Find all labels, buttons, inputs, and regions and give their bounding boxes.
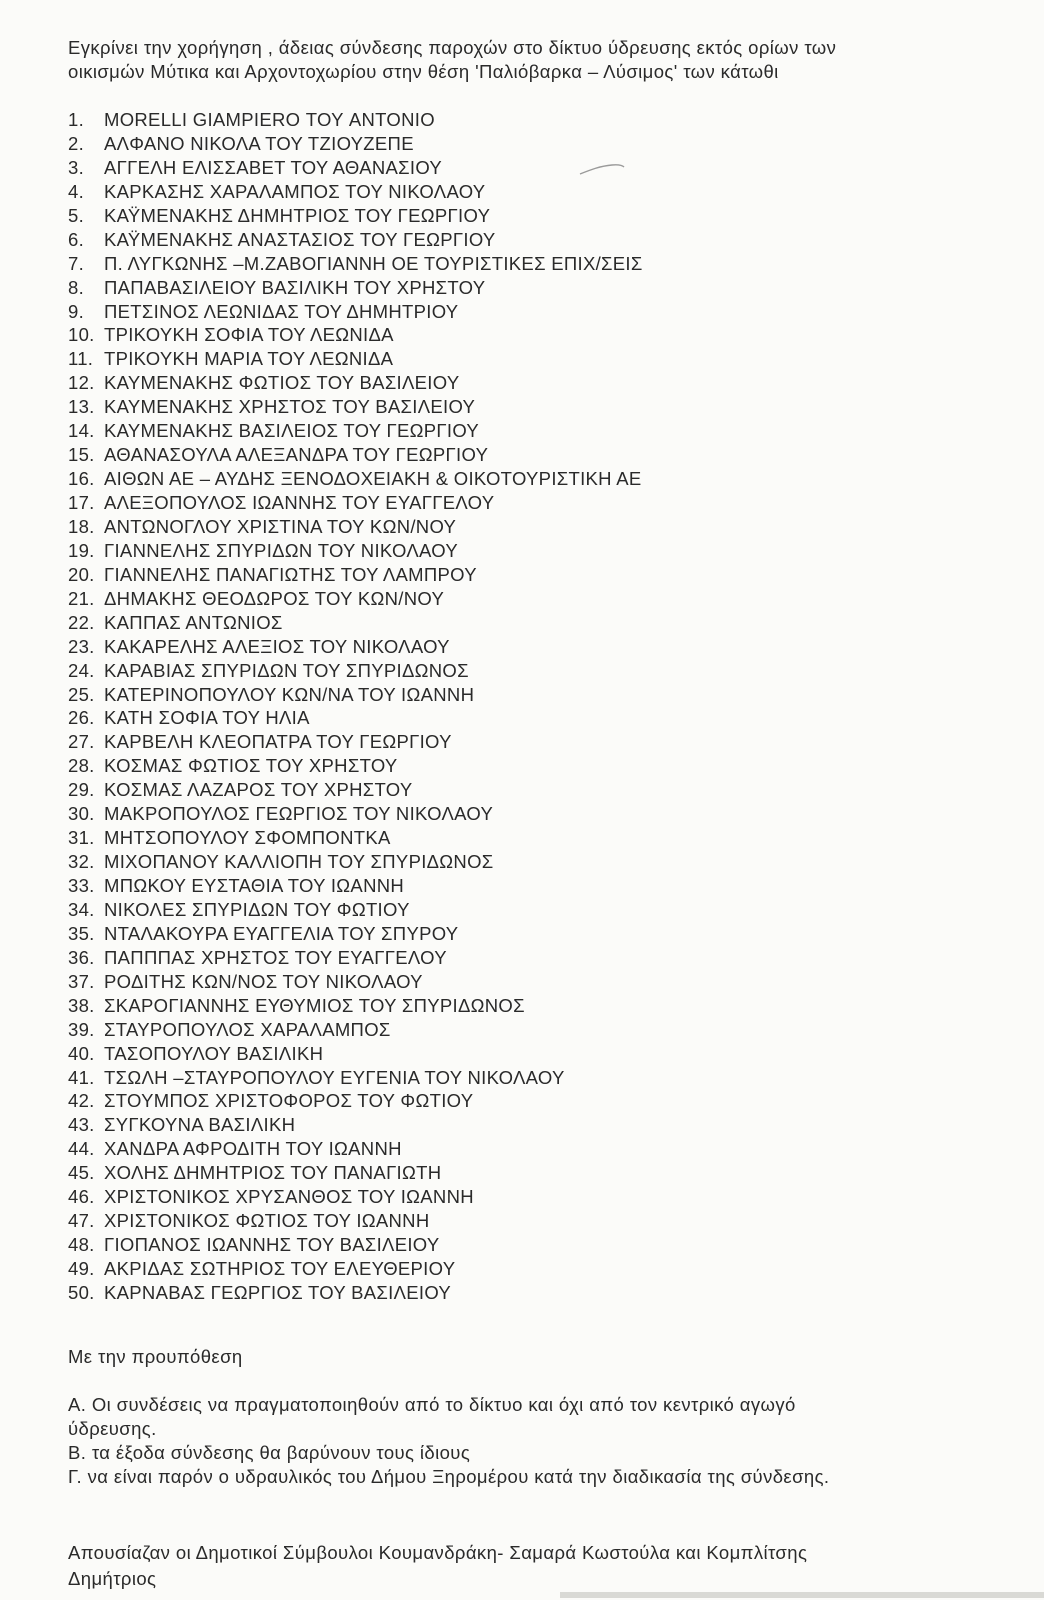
recipient-number: 11. — [68, 348, 94, 370]
condition-heading: Με την προυπόθεση — [68, 1346, 243, 1367]
recipient-item — [68, 1137, 643, 1161]
recipient-item — [68, 180, 643, 204]
recipient-name: ΚΑΥΜΕΝΑΚΗΣ ΧΡΗΣΤΟΣ ΤΟΥ ΒΑΣΙΛΕΙΟΥ — [104, 396, 476, 418]
recipient-item — [68, 156, 643, 180]
recipient-name: ΝΙΚΟΛΕΣ ΣΠΥΡΙΔΩΝ ΤΟΥ ΦΩΤΙΟΥ — [104, 898, 410, 920]
recipient-name: ΣΥΓΚΟΥΝΑ ΒΑΣΙΛΙΚΗ — [104, 1114, 296, 1136]
recipient-item — [68, 491, 643, 515]
recipient-name: ΜΙΧΟΠΑΝΟΥ ΚΑΛΛΙΟΠΗ ΤΟΥ ΣΠΥΡΙΔΩΝΟΣ — [104, 851, 494, 873]
recipient-number: 19. — [68, 539, 95, 561]
recipient-item — [68, 300, 643, 324]
recipient-name: ΣΤΟΥΜΠΟΣ ΧΡΙΣΤΟΦΟΡΟΣ ΤΟΥ ΦΩΤΙΟΥ — [104, 1090, 474, 1112]
recipient-item — [68, 898, 643, 922]
recipient-number: 9. — [68, 300, 85, 322]
recipient-number: 33. — [68, 875, 95, 896]
recipient-number: 24. — [68, 659, 95, 681]
recipient-name: ΓΙΟΠΑΝΟΣ ΙΩΑΝΝΗΣ ΤΟΥ ΒΑΣΙΛΕΙΟΥ — [104, 1234, 440, 1256]
recipient-number: 17. — [68, 492, 95, 513]
recipient-number: 2. — [68, 132, 85, 154]
recipient-number: 5. — [68, 204, 85, 226]
recipient-name: MORELLI GIAMPIERO ΤΟΥ ANTONIO — [104, 109, 435, 130]
condition-a-line-2: ύδρευσης. — [68, 1418, 157, 1439]
recipient-item — [68, 204, 643, 228]
recipient-item — [68, 108, 643, 132]
recipient-number: 46. — [68, 1186, 95, 1208]
recipient-name: ΠΕΤΣΙΝΟΣ ΛΕΩΝΙΔΑΣ ΤΟΥ ΔΗΜΗΤΡΙΟΥ — [104, 300, 459, 322]
recipient-item — [68, 323, 643, 347]
recipient-number: 41. — [68, 1066, 95, 1088]
recipient-number: 40. — [68, 1042, 95, 1064]
recipient-item — [68, 970, 643, 994]
recipient-name: ΓΙΑΝΝΕΛΗΣ ΣΠΥΡΙΔΩΝ ΤΟΥ ΝΙΚΟΛΑΟΥ — [104, 539, 458, 561]
approval-intro — [68, 36, 1018, 84]
recipient-item — [68, 874, 643, 898]
recipient-item — [68, 754, 643, 778]
recipient-name: ΓΙΑΝΝΕΛΗΣ ΠΑΝΑΓΙΩΤΗΣ ΤΟΥ ΛΑΜΠΡΟΥ — [104, 563, 477, 585]
recipient-name: ΣΚΑΡΟΓΙΑΝΝΗΣ ΕΥΘΥΜΙΟΣ ΤΟΥ ΣΠΥΡΙΔΩΝΟΣ — [104, 994, 525, 1016]
recipient-item — [68, 395, 643, 419]
recipient-item — [68, 1113, 643, 1137]
recipient-number: 35. — [68, 922, 95, 944]
recipient-number: 42. — [68, 1090, 95, 1112]
recipient-number: 48. — [68, 1234, 95, 1256]
recipient-number: 14. — [68, 420, 95, 442]
recipient-name: ΑΘΑΝΑΣΟΥΛΑ ΑΛΕΞΑΝΔΡΑ ΤΟΥ ΓΕΩΡΓΙΟΥ — [104, 444, 489, 466]
recipient-item — [68, 994, 643, 1018]
recipient-item — [68, 371, 643, 395]
recipient-number: 4. — [68, 180, 85, 202]
recipient-item — [68, 946, 643, 970]
absent-line-1: Απουσίαζαν οι Δημοτικοί Σύμβουλοι Κουμανδράκη- Σαμαρά Κωστούλα και Κομπλίτσης — [68, 1542, 808, 1563]
recipient-item — [68, 1185, 643, 1209]
recipient-item — [68, 443, 643, 467]
recipient-item — [68, 515, 643, 539]
recipient-name: ΔΗΜΑΚΗΣ ΘΕΟΔΩΡΟΣ ΤΟΥ ΚΩΝ/ΝΟΥ — [104, 587, 445, 609]
recipient-number: 45. — [68, 1162, 95, 1184]
recipient-name: ΑΚΡΙΔΑΣ ΣΩΤΗΡΙΟΣ ΤΟΥ ΕΛΕΥΘΕΡΙΟΥ — [104, 1258, 456, 1279]
recipient-number: 31. — [68, 827, 95, 849]
recipient-number: 15. — [68, 444, 95, 466]
recipient-number: 50. — [68, 1281, 95, 1303]
recipient-item — [68, 1066, 643, 1090]
recipient-item — [68, 563, 643, 587]
recipient-number: 22. — [68, 611, 95, 633]
recipient-item — [68, 1233, 643, 1257]
recipient-name: ΧΡΙΣΤΟΝΙΚΟΣ ΦΩΤΙΟΣ ΤΟΥ ΙΩΑΝΝΗ — [104, 1210, 430, 1232]
recipient-item — [68, 1089, 643, 1113]
recipient-item — [68, 611, 643, 635]
recipient-name: ΚΑΫΜΕΝΑΚΗΣ ΑΝΑΣΤΑΣΙΟΣ ΤΟΥ ΓΕΩΡΓΙΟΥ — [104, 228, 496, 250]
condition-a-line-1: Α. Οι συνδέσεις να πραγματοποιηθούν από το δίκτυο και όχι από τον κεντρικό αγωγό — [68, 1394, 796, 1415]
recipient-name: ΤΣΩΛΗ –ΣΤΑΥΡΟΠΟΥΛΟΥ ΕΥΓΕΝΙΑ ΤΟΥ ΝΙΚΟΛΑΟΥ — [104, 1066, 565, 1088]
recipient-name: ΧΡΙΣΤΟΝΙΚΟΣ ΧΡΥΣΑΝΘΟΣ ΤΟΥ ΙΩΑΝΝΗ — [104, 1186, 474, 1208]
intro-line-2: οικισμών Μύτικα και Αρχοντοχωρίου στην θέση 'Παλιόβαρκα – Λύσιμος' των κάτωθι — [68, 61, 779, 82]
recipient-name: ΚΑΤΕΡΙΝΟΠΟΥΛΟΥ ΚΩΝ/ΝΑ ΤΟΥ ΙΩΑΝΝΗ — [104, 683, 475, 705]
recipient-name: ΚΑΠΠΑΣ ΑΝΤΩΝΙΟΣ — [104, 611, 283, 633]
recipient-name: ΣΤΑΥΡΟΠΟΥΛΟΣ ΧΑΡΑΛΑΜΠΟΣ — [104, 1018, 391, 1040]
recipient-item — [68, 802, 643, 826]
recipient-number: 29. — [68, 779, 95, 801]
recipient-number: 37. — [68, 970, 95, 992]
recipient-item — [68, 1257, 643, 1281]
recipient-name: ΚΑΚΑΡΕΛΗΣ ΑΛΕΞΙΟΣ ΤΟΥ ΝΙΚΟΛΑΟΥ — [104, 635, 450, 657]
recipient-number: 6. — [68, 228, 85, 250]
recipient-item — [68, 228, 643, 252]
absent-councillors — [68, 1540, 998, 1592]
recipient-number: 8. — [68, 276, 85, 298]
recipient-number: 49. — [68, 1258, 95, 1279]
recipient-number: 47. — [68, 1210, 95, 1232]
recipient-number: 34. — [68, 898, 95, 920]
recipient-name: ΚΑΫΜΕΝΑΚΗΣ ΔΗΜΗΤΡΙΟΣ ΤΟΥ ΓΕΩΡΓΙΟΥ — [104, 204, 491, 226]
recipient-number: 18. — [68, 515, 95, 537]
recipient-name: ΜΠΩΚΟΥ ΕΥΣΤΑΘΙΑ ΤΟΥ ΙΩΑΝΝΗ — [104, 875, 405, 896]
condition-b: Β. τα έξοδα σύνδεσης θα βαρύνουν τους ίδιους — [68, 1442, 471, 1463]
recipient-item — [68, 276, 643, 300]
recipient-number: 30. — [68, 803, 95, 825]
recipient-name: ΜΑΚΡΟΠΟΥΛΟΣ ΓΕΩΡΓΙΟΣ ΤΟΥ ΝΙΚΟΛΑΟΥ — [104, 803, 494, 825]
recipient-name: ΚΑΡΝΑΒΑΣ ΓΕΩΡΓΙΟΣ ΤΟΥ ΒΑΣΙΛΕΙΟΥ — [104, 1281, 452, 1303]
recipient-name: ΚΑΡΑΒΙΑΣ ΣΠΥΡΙΔΩΝ ΤΟΥ ΣΠΥΡΙΔΩΝΟΣ — [104, 659, 469, 681]
recipient-number: 12. — [68, 372, 95, 394]
recipient-number: 23. — [68, 635, 95, 657]
recipient-item — [68, 1042, 643, 1066]
recipient-item — [68, 467, 643, 491]
recipient-number: 43. — [68, 1114, 95, 1136]
recipient-name: ΡΟΔΙΤΗΣ ΚΩΝ/ΝΟΣ ΤΟΥ ΝΙΚΟΛΑΟΥ — [104, 970, 423, 992]
recipient-item — [68, 347, 643, 371]
recipient-item — [68, 826, 643, 850]
recipient-number: 44. — [68, 1138, 95, 1160]
recipient-name: ΚΑΤΗ ΣΟΦΙΑ ΤΟΥ ΗΛΙΑ — [104, 707, 310, 729]
recipient-item — [68, 778, 643, 802]
recipient-name: ΚΟΣΜΑΣ ΛΑΖΑΡΟΣ ΤΟΥ ΧΡΗΣΤΟΥ — [104, 779, 413, 801]
recipient-number: 36. — [68, 946, 95, 968]
recipient-item — [68, 922, 643, 946]
recipient-item — [68, 850, 643, 874]
recipient-name: ΚΑΡΚΑΣΗΣ ΧΑΡΑΛΑΜΠΟΣ ΤΟΥ ΝΙΚΟΛΑΟΥ — [104, 180, 486, 202]
recipient-name: ΝΤΑΛΑΚΟΥΡΑ ΕΥΑΓΓΕΛΙΑ ΤΟΥ ΣΠΥΡΟΥ — [104, 922, 459, 944]
recipient-name: ΠΑΠΑΒΑΣΙΛΕΙΟΥ ΒΑΣΙΛΙΚΗ ΤΟΥ ΧΡΗΣΤΟΥ — [104, 276, 486, 298]
recipient-item — [68, 1018, 643, 1042]
recipient-name: ΑΓΓΕΛΗ ΕΛΙΣΣΑΒΕΤ ΤΟΥ ΑΘΑΝΑΣΙΟΥ — [104, 156, 443, 178]
recipient-number: 3. — [68, 156, 85, 178]
recipient-name: ΚΑΥΜΕΝΑΚΗΣ ΒΑΣΙΛΕΙΟΣ ΤΟΥ ΓΕΩΡΓΙΟΥ — [104, 420, 480, 442]
recipient-list — [68, 108, 643, 1305]
scan-bottom-edge — [560, 1592, 1044, 1598]
recipient-name: ΚΑΥΜΕΝΑΚΗΣ ΦΩΤΙΟΣ ΤΟΥ ΒΑΣΙΛΕΙΟΥ — [104, 372, 460, 394]
recipient-item — [68, 635, 643, 659]
recipient-number: 10. — [68, 324, 95, 346]
recipient-number: 38. — [68, 994, 95, 1016]
absent-line-2: Δημήτριος — [68, 1568, 157, 1589]
recipient-name: ΠΑΠΠΠΑΣ ΧΡΗΣΤΟΣ ΤΟΥ ΕΥΑΓΓΕΛΟΥ — [104, 946, 447, 968]
intro-line-1: Εγκρίνει την χορήγηση , άδειας σύνδεσης παροχών στο δίκτυο ύδρευσης εκτός ορίων των — [68, 37, 837, 58]
recipient-item — [68, 587, 643, 611]
recipient-number: 1. — [68, 109, 85, 130]
recipient-name: Π. ΛΥΓΚΩΝΗΣ –Μ.ΖΑΒΟΓΙΑΝΝΗ ΟΕ ΤΟΥΡΙΣΤΙΚΕΣ ΕΠΙΧ/ΣΕΙΣ — [104, 252, 643, 274]
recipient-name: ΤΡΙΚΟΥΚΗ ΜΑΡΙΑ ΤΟΥ ΛΕΩΝΙΔΑ — [104, 348, 394, 370]
recipient-name: ΜΗΤΣΟΠΟΥΛΟΥ ΣΦΟΜΠΟΝΤΚΑ — [104, 827, 391, 849]
recipient-item — [68, 683, 643, 707]
recipient-item — [68, 706, 643, 730]
recipient-item — [68, 252, 643, 276]
recipient-number: 13. — [68, 396, 95, 418]
recipient-name: ΑΛΕΞΟΠΟΥΛΟΣ ΙΩΑΝΝΗΣ ΤΟΥ ΕΥΑΓΓΕΛΟΥ — [104, 492, 495, 513]
recipient-number: 16. — [68, 468, 95, 490]
recipient-name: ΤΡΙΚΟΥΚΗ ΣΟΦΙΑ ΤΟΥ ΛΕΩΝΙΔΑ — [104, 324, 394, 346]
recipient-name: ΚΑΡΒΕΛΗ ΚΛΕΟΠΑΤΡΑ ΤΟΥ ΓΕΩΡΓΙΟΥ — [104, 731, 452, 753]
recipient-name: ΑΛΦΑΝΟ ΝΙΚΟΛΑ ΤΟΥ ΤΖΙΟΥΖΕΠΕ — [104, 132, 414, 154]
recipient-item — [68, 1161, 643, 1185]
recipient-number: 32. — [68, 851, 95, 873]
recipient-number: 21. — [68, 587, 95, 609]
recipient-item — [68, 539, 643, 563]
recipient-item — [68, 419, 643, 443]
recipient-number: 39. — [68, 1018, 95, 1040]
recipient-number: 25. — [68, 683, 95, 705]
recipient-number: 27. — [68, 731, 95, 753]
recipient-number: 20. — [68, 563, 95, 585]
recipient-number: 26. — [68, 707, 95, 729]
recipient-name: ΚΟΣΜΑΣ ΦΩΤΙΟΣ ΤΟΥ ΧΡΗΣΤΟΥ — [104, 755, 398, 777]
recipient-item — [68, 132, 643, 156]
recipient-name: ΧΑΝΔΡΑ ΑΦΡΟΔΙΤΗ ΤΟΥ ΙΩΑΝΝΗ — [104, 1138, 402, 1160]
recipient-item — [68, 730, 643, 754]
recipient-name: ΑΙΘΩΝ ΑΕ – ΑΥΔΗΣ ΞΕΝΟΔΟΧΕΙΑΚΗ & ΟΙΚΟΤΟΥΡΙΣΤΙΚΗ ΑΕ — [104, 468, 642, 490]
conditions-list — [68, 1393, 998, 1489]
recipient-number: 28. — [68, 755, 95, 777]
recipient-name: ΤΑΣΟΠΟΥΛΟΥ ΒΑΣΙΛΙΚΗ — [104, 1042, 324, 1064]
recipient-number: 7. — [68, 252, 85, 274]
recipient-item — [68, 1281, 643, 1305]
recipient-name: ΑΝΤΩΝΟΓΛΟΥ ΧΡΙΣΤΙΝΑ ΤΟΥ ΚΩΝ/ΝΟΥ — [104, 515, 457, 537]
condition-c: Γ. να είναι παρόν ο υδραυλικός του Δήμου Ξηρομέρου κατά την διαδικασία της σύνδεσης. — [68, 1466, 830, 1487]
recipient-item — [68, 659, 643, 683]
recipient-name: ΧΟΛΗΣ ΔΗΜΗΤΡΙΟΣ ΤΟΥ ΠΑΝΑΓΙΩΤΗ — [104, 1162, 442, 1184]
recipient-item — [68, 1209, 643, 1233]
